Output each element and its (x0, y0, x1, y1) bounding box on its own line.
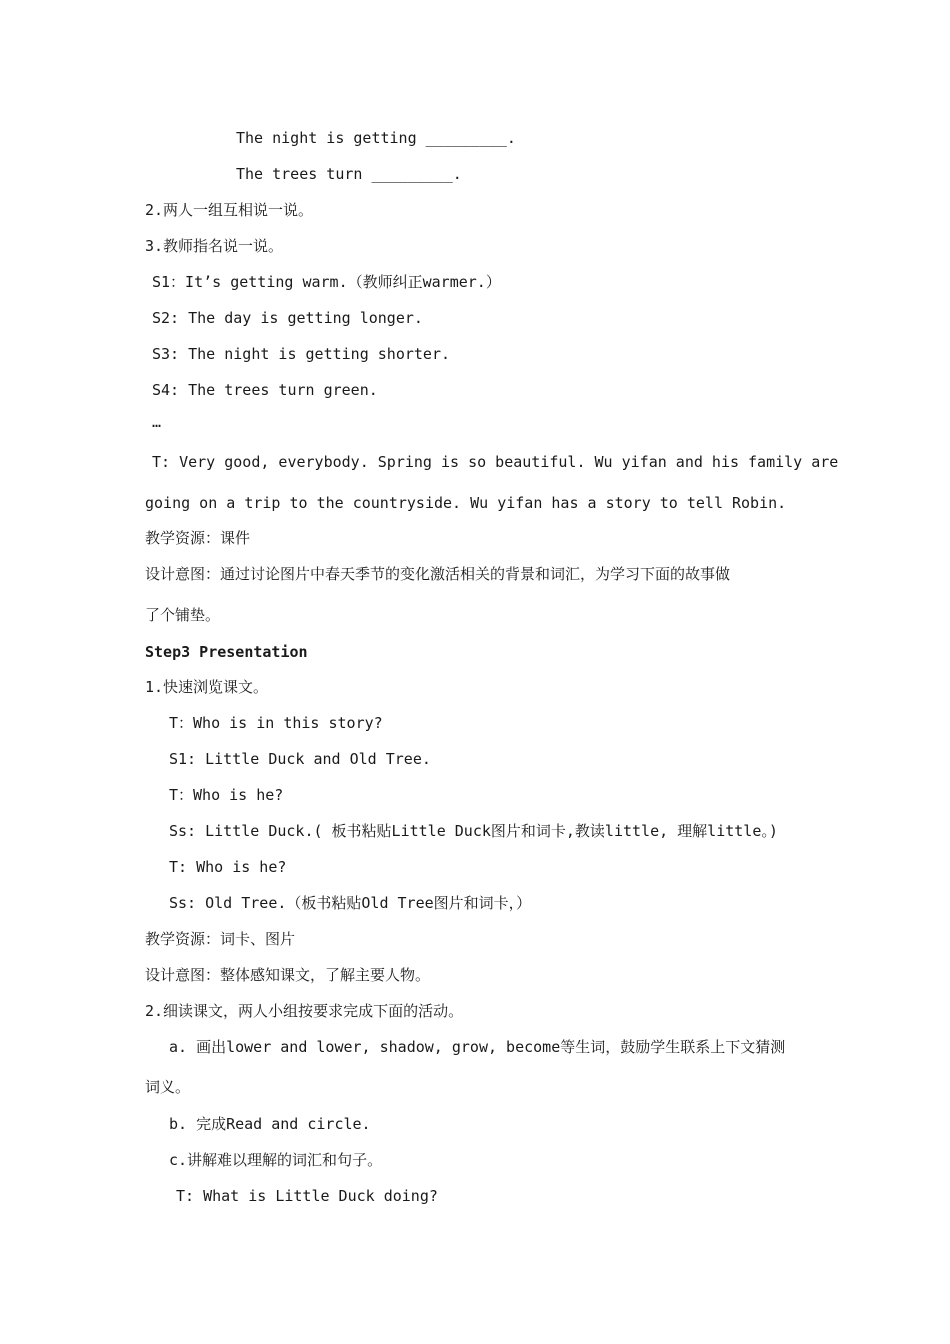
text-line: b. 完成Read and circle. (169, 1115, 371, 1133)
text-line: Ss: Little Duck.( 板书粘贴Little Duck图片和词卡,教读little, 理解little。) (169, 822, 778, 840)
text-line: T：Who is in this story? (169, 714, 383, 732)
text-line: The trees turn _________. (236, 165, 462, 183)
text-line: 词义。 (145, 1078, 191, 1096)
text-line: 2.两人一组互相说一说。 (145, 201, 314, 219)
section-heading: Step3 Presentation (145, 643, 308, 661)
text-line: S3: The night is getting shorter. (152, 345, 451, 363)
text-line: a. 画出lower and lower, shadow, grow, become等生词，鼓励学生联系上下文猜测 (169, 1038, 786, 1056)
text-line: c.讲解难以理解的词汇和句子。 (169, 1151, 383, 1169)
text-line: 了个铺垫。 (145, 606, 221, 624)
text-line: 教学资源：课件 (145, 529, 251, 547)
text-line: T: Very good, everybody. Spring is so beautiful. Wu yifan and his family are (152, 453, 839, 471)
text-line: 1.快速浏览课文。 (145, 678, 269, 696)
text-line: S1：It’s getting warm.（教师纠正warmer.） (152, 273, 501, 291)
text-line: 2.细读课文，两人小组按要求完成下面的活动。 (145, 1002, 464, 1020)
text-line: The night is getting _________. (236, 129, 516, 147)
text-line: 教学资源：词卡、图片 (145, 930, 296, 948)
text-line: T: Who is he? (169, 858, 287, 876)
text-line: S2: The day is getting longer. (152, 309, 423, 327)
text-line: T：Who is he? (169, 786, 284, 804)
text-line: going on a trip to the countryside. Wu yifan has a story to tell Robin. (145, 494, 787, 512)
text-line: S1: Little Duck and Old Tree. (169, 750, 431, 768)
text-line: 设计意图：通过讨论图片中春天季节的变化激活相关的背景和词汇，为学习下面的故事做 (145, 565, 731, 583)
text-line: … (152, 413, 162, 431)
text-line: 设计意图：整体感知课文，了解主要人物。 (145, 966, 431, 984)
text-line: S4: The trees turn green. (152, 381, 378, 399)
text-line: T: What is Little Duck doing? (176, 1187, 438, 1205)
text-line: 3.教师指名说一说。 (145, 237, 284, 255)
text-line: Ss: Old Tree.（板书粘贴Old Tree图片和词卡，） (169, 894, 532, 912)
